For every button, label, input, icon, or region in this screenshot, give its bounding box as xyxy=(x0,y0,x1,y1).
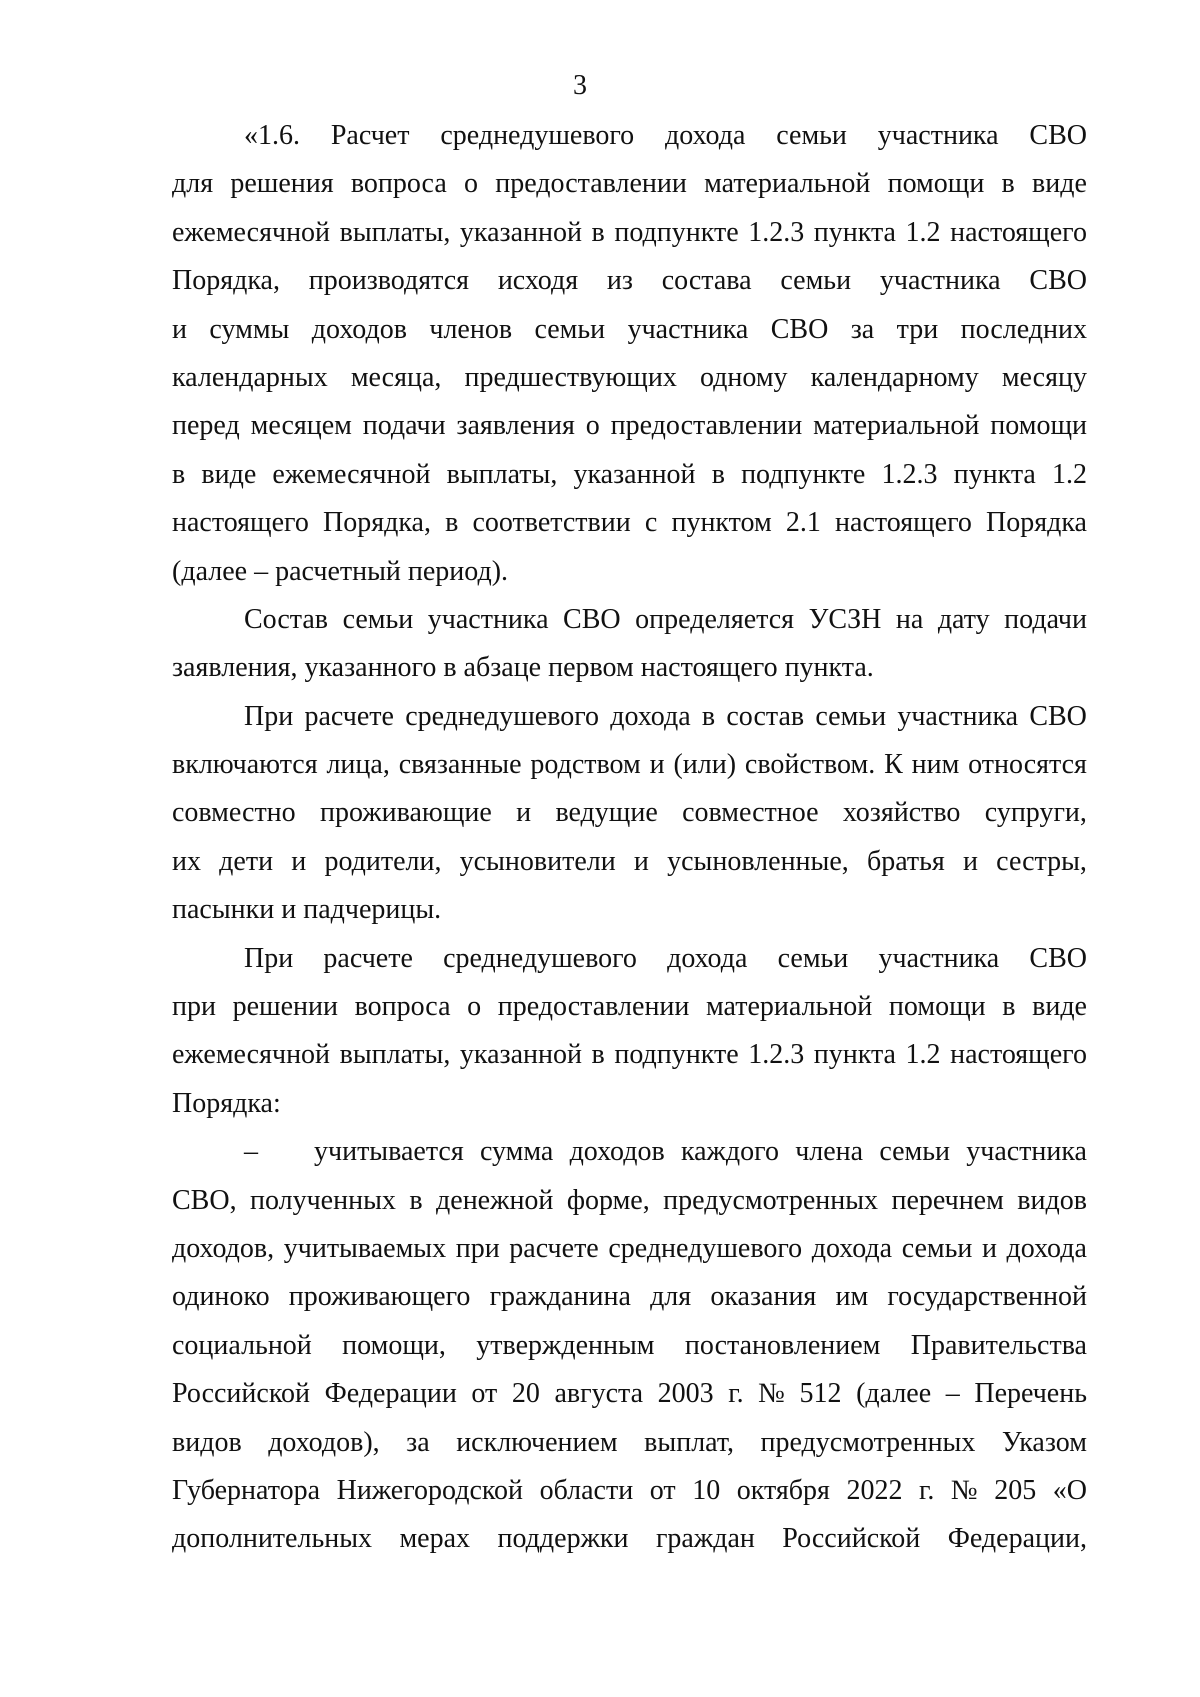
word: СВО xyxy=(1029,120,1087,151)
word: участника xyxy=(897,700,1019,732)
text-line xyxy=(172,354,1087,402)
word: от xyxy=(649,1474,676,1506)
word: связанные xyxy=(398,749,522,781)
word: и xyxy=(516,797,532,829)
word: о xyxy=(585,410,600,442)
word: вопроса xyxy=(354,991,451,1023)
word: братья xyxy=(866,845,945,877)
word: членов xyxy=(429,313,513,345)
word: одному xyxy=(699,361,788,393)
word: семьи xyxy=(777,942,849,974)
word: для xyxy=(172,168,214,200)
word: учитывается xyxy=(314,1136,464,1168)
word: доходов), xyxy=(268,1426,380,1458)
word: государственной xyxy=(887,1281,1087,1313)
word: определяется xyxy=(635,603,795,635)
word: семьи xyxy=(879,1136,950,1168)
word: ним xyxy=(911,749,960,781)
text-line xyxy=(172,1225,1087,1273)
word: Расчет xyxy=(330,120,410,151)
word: № xyxy=(950,1474,978,1506)
text-line xyxy=(172,1031,1087,1079)
word: предусмотренных xyxy=(663,1184,879,1216)
word: участника xyxy=(879,265,1001,297)
word: ведущие xyxy=(555,797,658,829)
word: указанной xyxy=(459,216,582,248)
word: 512 xyxy=(799,1378,842,1410)
word: перед xyxy=(172,410,240,442)
word: видов xyxy=(1017,1184,1087,1216)
text-line xyxy=(172,1177,1087,1225)
word: учитываемых xyxy=(283,1232,447,1264)
word: проживающие xyxy=(320,797,492,829)
word: с xyxy=(644,507,658,539)
word: предоставлении xyxy=(610,410,803,442)
word: расчете xyxy=(509,1232,599,1264)
word: предоставлении xyxy=(497,991,690,1023)
word: от xyxy=(471,1378,498,1410)
word: в xyxy=(591,1039,605,1071)
word: в xyxy=(591,216,605,248)
word: пункта xyxy=(813,1039,896,1071)
text-line xyxy=(172,1273,1087,1321)
word: дохода xyxy=(610,700,691,732)
word: указанной xyxy=(573,458,696,490)
word: за xyxy=(406,1426,430,1458)
word: г. xyxy=(919,1474,935,1506)
word: (или) xyxy=(673,749,737,781)
text-line xyxy=(172,499,1087,547)
word: При xyxy=(244,942,294,974)
word: дополнительных xyxy=(172,1523,373,1555)
word: полученных xyxy=(250,1184,396,1216)
word: супруги, xyxy=(984,797,1087,829)
word: подачи xyxy=(362,410,446,442)
word: их xyxy=(172,845,201,877)
word: календарному xyxy=(810,361,979,393)
word: К xyxy=(884,749,903,781)
word: предшествующих xyxy=(464,361,677,393)
word: свойством. xyxy=(744,749,876,781)
text-line xyxy=(172,402,1087,450)
word: на xyxy=(895,603,924,635)
word: о xyxy=(467,991,482,1023)
word: октября xyxy=(736,1474,830,1506)
word: семьи xyxy=(901,1232,973,1264)
word: СВО xyxy=(1029,942,1087,974)
word: предоставлении xyxy=(495,168,687,200)
word: г. xyxy=(728,1378,744,1410)
word: помощи xyxy=(990,410,1087,442)
word: Порядка, xyxy=(322,507,431,539)
word: месяцем xyxy=(250,410,352,442)
word: предусмотренных xyxy=(760,1426,976,1458)
text-line xyxy=(172,257,1087,305)
word: гражданина xyxy=(489,1281,631,1313)
word: в xyxy=(445,507,459,539)
word: сумма xyxy=(479,1136,554,1168)
word: Федерации xyxy=(324,1378,457,1410)
word: ежемесячной xyxy=(172,1039,331,1071)
word: семьи xyxy=(780,265,852,297)
word: (далее xyxy=(856,1378,932,1410)
word: постановлением xyxy=(684,1329,881,1361)
word: в xyxy=(1001,168,1015,200)
word: родством xyxy=(530,749,641,781)
word: СВО xyxy=(1029,265,1087,297)
word: и xyxy=(963,845,978,877)
word: одиноко xyxy=(172,1281,270,1313)
word: 10 xyxy=(692,1474,721,1506)
word: и xyxy=(291,845,307,877)
word: помощи xyxy=(887,168,985,200)
list-item-dash xyxy=(172,1128,1087,1564)
word: Порядка, xyxy=(172,265,280,297)
word: подачи xyxy=(1004,603,1087,635)
word: семьи xyxy=(776,120,847,151)
word: среднедушевого xyxy=(440,120,635,151)
text-line xyxy=(172,160,1087,208)
word: вопроса xyxy=(350,168,447,200)
word: месяцу xyxy=(1001,361,1087,393)
word: ежемесячной xyxy=(172,216,331,248)
word: три xyxy=(896,313,939,345)
list-dash: – xyxy=(244,1136,258,1168)
paragraph-2 xyxy=(172,596,1087,693)
text-line xyxy=(172,1515,1087,1563)
word: семьи xyxy=(815,700,887,732)
word: Правительства xyxy=(910,1329,1087,1361)
word: среднедушевого xyxy=(405,700,600,732)
word: помощи xyxy=(888,991,986,1023)
word: При xyxy=(244,700,294,732)
word: им xyxy=(835,1281,869,1313)
word: участника xyxy=(427,603,549,635)
word: хозяйство xyxy=(842,797,961,829)
word: заявления xyxy=(456,410,575,442)
word: Указом xyxy=(1001,1426,1087,1458)
word: исходя xyxy=(497,265,579,297)
paragraph-4 xyxy=(172,935,1087,1129)
text-line xyxy=(172,112,1087,160)
word: 2022 xyxy=(846,1474,903,1506)
word: поддержки xyxy=(497,1523,629,1555)
word: 1.2.3 xyxy=(748,1039,805,1071)
word: доходов xyxy=(311,313,407,345)
word: настоящего xyxy=(950,216,1087,248)
word: 1.2 xyxy=(905,216,941,248)
paragraph-1 xyxy=(172,112,1087,596)
word: в xyxy=(172,458,186,490)
word: 1.2 xyxy=(905,1039,941,1071)
word: календарных xyxy=(172,361,328,393)
word: участника xyxy=(877,120,999,151)
word: и xyxy=(981,1232,997,1264)
word: Порядка xyxy=(986,507,1087,539)
text-line xyxy=(172,1370,1087,1418)
word: № xyxy=(758,1378,785,1410)
word: социальной xyxy=(172,1329,312,1361)
word: Федерации, xyxy=(947,1523,1087,1555)
text-line xyxy=(172,1467,1087,1515)
word: сестры, xyxy=(996,845,1087,877)
word: расчете xyxy=(323,942,413,974)
word: – xyxy=(945,1378,960,1410)
word: соответствии xyxy=(472,507,631,539)
text-line: пасынки и падчерицы. xyxy=(172,894,442,926)
word: семьи xyxy=(342,603,414,635)
word: выплат, xyxy=(644,1426,734,1458)
word: в xyxy=(711,458,725,490)
text-line: заявления, указанного в абзаце первом настоящего пункта. xyxy=(172,652,874,684)
word: 20 xyxy=(511,1378,540,1410)
word: денежной xyxy=(436,1184,554,1216)
word: «1.6. xyxy=(244,120,300,151)
word: месяца, xyxy=(350,361,442,393)
word: 1.2.3 xyxy=(748,216,805,248)
word: виде xyxy=(1032,168,1087,200)
word: утвержденным xyxy=(476,1329,655,1361)
word: СВО, xyxy=(172,1184,237,1216)
text-line: Порядка: xyxy=(172,1087,281,1119)
word: в xyxy=(701,700,716,732)
text-line xyxy=(172,935,1087,983)
word: Нижегородской xyxy=(336,1474,524,1506)
word: настоящего xyxy=(172,507,309,539)
document-body xyxy=(172,112,1087,1564)
word: граждан xyxy=(655,1523,755,1555)
word: расчете xyxy=(304,700,394,732)
word: настоящего xyxy=(950,1039,1087,1071)
word: члена xyxy=(795,1136,864,1168)
word: Российской xyxy=(172,1378,310,1410)
word: решении xyxy=(232,991,338,1023)
word: УСЗН xyxy=(808,603,882,635)
word: в xyxy=(1002,991,1016,1023)
word: выплаты, xyxy=(339,1039,451,1071)
paragraph-3 xyxy=(172,693,1087,935)
text-line xyxy=(172,741,1087,789)
text-line xyxy=(172,983,1087,1031)
word: СВО xyxy=(563,603,621,635)
word: совместное xyxy=(682,797,819,829)
word: Российской xyxy=(782,1523,921,1555)
word: «О xyxy=(1052,1474,1087,1506)
word: усыновленные, xyxy=(667,845,849,877)
word: пункта xyxy=(813,216,896,248)
word: выплаты, xyxy=(339,216,451,248)
text-line xyxy=(172,1419,1087,1467)
word: о xyxy=(464,168,478,200)
word: для xyxy=(650,1281,692,1313)
word: участника xyxy=(966,1136,1087,1168)
word: из xyxy=(606,265,633,297)
word: в xyxy=(409,1184,423,1216)
word: последних xyxy=(960,313,1087,345)
word: СВО xyxy=(1029,700,1087,732)
word: среднедушевого xyxy=(608,1232,803,1264)
text-line xyxy=(172,838,1087,886)
word: совместно xyxy=(172,797,296,829)
text-line xyxy=(172,1322,1087,1370)
word: среднедушевого xyxy=(443,942,637,974)
word: пункта xyxy=(953,458,1036,490)
word: исключением xyxy=(456,1426,618,1458)
word: подпункте xyxy=(614,1039,739,1071)
word: дети xyxy=(219,845,274,877)
word: и xyxy=(172,313,187,345)
word: состава xyxy=(661,265,752,297)
word: 1.2 xyxy=(1052,458,1087,490)
word: настоящего xyxy=(835,507,972,539)
word: указанной xyxy=(459,1039,582,1071)
word: семьи xyxy=(534,313,606,345)
word: Перечень xyxy=(974,1378,1087,1410)
word: лица, xyxy=(326,749,390,781)
word: участника xyxy=(878,942,1000,974)
word: виде xyxy=(1032,991,1087,1023)
word: области xyxy=(539,1474,634,1506)
word: оказания xyxy=(710,1281,817,1313)
text-line xyxy=(172,1128,1087,1176)
word: видов xyxy=(172,1426,242,1458)
text-line xyxy=(172,209,1087,257)
word: материальной xyxy=(813,410,980,442)
word: при xyxy=(172,991,216,1023)
word: при xyxy=(455,1232,500,1264)
word: Состав xyxy=(244,603,329,635)
word: виде xyxy=(201,458,257,490)
word: 2003 xyxy=(657,1378,714,1410)
word: суммы xyxy=(209,313,290,345)
word: родители, xyxy=(324,845,442,877)
text-line: (далее – расчетный период). xyxy=(172,555,509,587)
word: дохода xyxy=(665,120,746,151)
word: дохода xyxy=(667,942,748,974)
text-line xyxy=(172,596,1087,644)
word: материальной xyxy=(706,991,873,1023)
word: материальной xyxy=(704,168,871,200)
word: каждого xyxy=(680,1136,779,1168)
word: доходов xyxy=(569,1136,665,1168)
text-line-content xyxy=(314,1128,1087,1176)
word: и xyxy=(649,749,665,781)
word: 2.1 xyxy=(785,507,821,539)
text-line xyxy=(172,306,1087,354)
word: состав xyxy=(726,700,805,732)
word: проживающего xyxy=(288,1281,471,1313)
word: августа xyxy=(554,1378,644,1410)
word: выплаты, xyxy=(446,458,558,490)
word: относятся xyxy=(968,749,1087,781)
page-number: 3 xyxy=(573,70,587,101)
word: ежемесячной xyxy=(272,458,431,490)
word: СВО xyxy=(770,313,829,345)
text-line xyxy=(172,451,1087,499)
word: дату xyxy=(937,603,990,635)
word: подпункте xyxy=(741,458,866,490)
word: решения xyxy=(230,168,334,200)
word: доходов, xyxy=(172,1232,275,1264)
word: пунктом xyxy=(671,507,772,539)
word: и xyxy=(633,845,649,877)
word: дохода xyxy=(1006,1232,1087,1264)
word: помощи, xyxy=(342,1329,446,1361)
word: участника xyxy=(627,313,749,345)
word: перечнем xyxy=(891,1184,1004,1216)
word: производятся xyxy=(308,265,470,297)
word: включаются xyxy=(172,749,318,781)
word: 205 xyxy=(994,1474,1037,1506)
text-line xyxy=(172,693,1087,741)
word: за xyxy=(850,313,875,345)
word: усыновители xyxy=(459,845,616,877)
word: Губернатора xyxy=(172,1474,321,1506)
text-line xyxy=(172,789,1087,837)
word: 1.2.3 xyxy=(881,458,938,490)
word: форме, xyxy=(566,1184,650,1216)
word: мерах xyxy=(399,1523,471,1555)
word: подпункте xyxy=(614,216,739,248)
word: дохода xyxy=(811,1232,893,1264)
